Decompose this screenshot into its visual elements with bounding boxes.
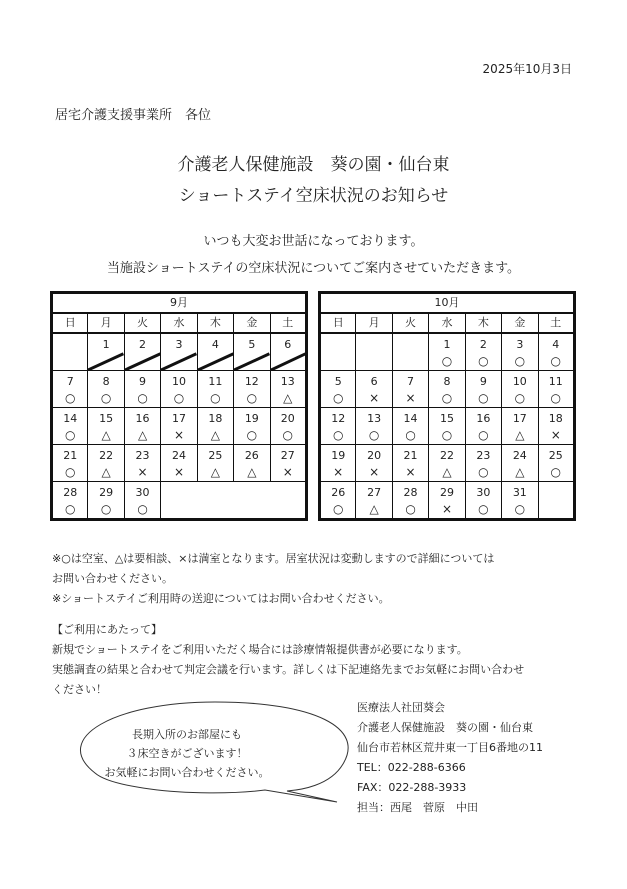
calendar-2 bbox=[318, 291, 576, 521]
weekday-header: 火 bbox=[124, 313, 160, 333]
availability-status: ○ bbox=[64, 428, 76, 442]
calendar-day bbox=[270, 445, 306, 482]
calendar-week bbox=[320, 408, 575, 445]
calendar-day bbox=[502, 371, 538, 408]
bubble-text bbox=[92, 725, 282, 782]
day-number: 8 bbox=[443, 375, 451, 388]
day-number: 9 bbox=[479, 375, 487, 388]
usage-heading: 【ご利用にあたって】 bbox=[52, 623, 162, 636]
availability-status: ○ bbox=[478, 502, 489, 516]
calendar-day bbox=[124, 408, 160, 445]
contact-staff: 担当：西尾 菅原 中田 bbox=[357, 801, 478, 814]
day-number: 2 bbox=[139, 338, 147, 351]
day-number: 3 bbox=[175, 338, 183, 351]
day-number: 7 bbox=[66, 375, 74, 388]
day-number: 30 bbox=[476, 486, 491, 499]
legend-line: お問い合わせください。 bbox=[52, 572, 173, 585]
day-number: 7 bbox=[407, 375, 415, 388]
calendar-empty bbox=[161, 482, 307, 520]
day-number: 11 bbox=[548, 375, 563, 388]
availability-status: △ bbox=[101, 428, 111, 442]
calendar-week bbox=[320, 482, 575, 520]
calendar-day bbox=[465, 408, 501, 445]
calendar-week bbox=[320, 445, 575, 482]
availability-status: ○ bbox=[405, 502, 416, 516]
availability-status: ○ bbox=[332, 502, 344, 516]
calendar-day bbox=[234, 445, 270, 482]
calendar-day bbox=[465, 482, 501, 520]
usage-line: ください！ bbox=[52, 683, 107, 696]
usage-line: 実態調査の結果と合わせて判定会議を行います。詳しくは下記連絡先までお気軽にお問い合わせ bbox=[52, 663, 525, 676]
day-number: 20 bbox=[280, 412, 295, 425]
calendar-day bbox=[234, 371, 270, 408]
availability-status: △ bbox=[515, 428, 525, 442]
calendar-day bbox=[161, 408, 197, 445]
calendar-day bbox=[502, 482, 538, 520]
day-number: 8 bbox=[102, 375, 110, 388]
calendar-day bbox=[502, 333, 538, 371]
day-number: 13 bbox=[367, 412, 382, 425]
document-date: 2025年10月3日 bbox=[482, 62, 572, 76]
day-number: 10 bbox=[171, 375, 186, 388]
calendar-day bbox=[392, 371, 428, 408]
day-number: 17 bbox=[512, 412, 527, 425]
day-number: 14 bbox=[63, 412, 78, 425]
availability-status: ○ bbox=[246, 391, 258, 405]
calendar-day bbox=[502, 445, 538, 482]
availability-status: ○ bbox=[478, 428, 489, 442]
calendar-day bbox=[88, 333, 124, 371]
availability-status: ○ bbox=[332, 391, 344, 405]
calendar-day bbox=[392, 408, 428, 445]
weekday-header: 火 bbox=[392, 313, 428, 333]
calendar-day bbox=[197, 445, 233, 482]
day-number: 27 bbox=[367, 486, 382, 499]
availability-status: ○ bbox=[173, 391, 185, 405]
day-number: 23 bbox=[135, 449, 150, 462]
day-number: 2 bbox=[479, 338, 487, 351]
availability-status: ○ bbox=[210, 391, 221, 405]
calendar-day bbox=[270, 333, 306, 371]
calendar-day bbox=[161, 445, 197, 482]
calendar-day bbox=[124, 333, 160, 371]
calendar-day bbox=[429, 371, 465, 408]
availability-status: × bbox=[173, 428, 184, 442]
availability-status: ○ bbox=[64, 465, 76, 479]
availability-status: ○ bbox=[514, 391, 526, 405]
day-number: 24 bbox=[512, 449, 527, 462]
availability-status: ○ bbox=[550, 391, 561, 405]
availability-status: △ bbox=[247, 465, 257, 479]
availability-status: × bbox=[550, 428, 561, 442]
availability-status: △ bbox=[210, 428, 221, 442]
day-number: 19 bbox=[331, 449, 346, 462]
contact-block bbox=[357, 698, 543, 818]
day-number: 16 bbox=[135, 412, 150, 425]
calendar-day bbox=[465, 371, 501, 408]
calendar-day bbox=[270, 408, 306, 445]
availability-status: × bbox=[137, 465, 148, 479]
calendar-day bbox=[161, 333, 197, 371]
day-number: 1 bbox=[102, 338, 110, 351]
calendar-day bbox=[538, 333, 574, 371]
day-number: 12 bbox=[331, 412, 346, 425]
availability-status: ○ bbox=[246, 428, 258, 442]
calendar-empty bbox=[392, 333, 428, 371]
day-number: 5 bbox=[248, 338, 256, 351]
calendar-day bbox=[429, 408, 465, 445]
day-number: 25 bbox=[548, 449, 563, 462]
day-number: 20 bbox=[367, 449, 382, 462]
weekday-header: 水 bbox=[161, 313, 197, 333]
day-number: 19 bbox=[244, 412, 259, 425]
availability-status: ○ bbox=[64, 391, 76, 405]
day-number: 4 bbox=[552, 338, 560, 351]
day-number: 29 bbox=[439, 486, 454, 499]
calendar-week bbox=[320, 333, 575, 371]
calendar-day bbox=[356, 371, 392, 408]
calendar-day bbox=[234, 333, 270, 371]
bubble-line: 長期入所のお部屋にも bbox=[132, 728, 242, 741]
availability-status: ○ bbox=[478, 465, 489, 479]
day-number: 5 bbox=[334, 375, 342, 388]
day-number: 4 bbox=[211, 338, 219, 351]
calendar-day bbox=[465, 333, 501, 371]
day-number: 17 bbox=[171, 412, 186, 425]
availability-status: × bbox=[369, 465, 380, 479]
title-subject: ショートステイ空床状況のお知らせ bbox=[178, 186, 449, 206]
calendar-day bbox=[429, 482, 465, 520]
availability-status: ○ bbox=[282, 428, 293, 442]
availability-status: △ bbox=[442, 465, 452, 479]
availability-status: ○ bbox=[100, 502, 112, 516]
availability-status: △ bbox=[210, 465, 221, 479]
weekday-header: 木 bbox=[197, 313, 233, 333]
day-number: 27 bbox=[280, 449, 295, 462]
availability-status: ○ bbox=[368, 428, 380, 442]
calendar-day bbox=[538, 445, 574, 482]
weekday-header: 日 bbox=[52, 313, 88, 333]
calendar-empty bbox=[538, 482, 574, 520]
legend-note bbox=[52, 549, 494, 609]
contact-fax: FAX：022-288-3933 bbox=[357, 781, 467, 794]
weekday-header: 金 bbox=[234, 313, 270, 333]
day-number: 21 bbox=[63, 449, 78, 462]
day-number: 21 bbox=[403, 449, 418, 462]
closed-slash-icon bbox=[198, 334, 233, 370]
day-number: 12 bbox=[244, 375, 259, 388]
calendar-day bbox=[88, 445, 124, 482]
day-number: 14 bbox=[403, 412, 418, 425]
availability-status: ○ bbox=[478, 354, 489, 368]
day-number: 3 bbox=[516, 338, 524, 351]
calendar-day bbox=[124, 482, 160, 520]
availability-status: ○ bbox=[64, 502, 76, 516]
availability-status: × bbox=[173, 465, 184, 479]
weekday-header: 日 bbox=[320, 313, 356, 333]
calendar-week bbox=[52, 333, 307, 371]
day-number: 15 bbox=[439, 412, 454, 425]
day-number: 26 bbox=[244, 449, 259, 462]
day-number: 13 bbox=[280, 375, 295, 388]
day-number: 15 bbox=[99, 412, 114, 425]
day-number: 18 bbox=[548, 412, 563, 425]
closed-slash-icon bbox=[161, 334, 196, 370]
day-number: 10 bbox=[512, 375, 527, 388]
day-number: 9 bbox=[139, 375, 147, 388]
calendar-day bbox=[320, 408, 356, 445]
bubble-line: ３床空きがございます！ bbox=[126, 747, 248, 760]
availability-status: × bbox=[369, 391, 380, 405]
availability-status: ○ bbox=[478, 391, 489, 405]
availability-status: × bbox=[282, 465, 293, 479]
bubble-line: お気軽にお問い合わせください。 bbox=[104, 766, 270, 779]
availability-status: × bbox=[333, 465, 344, 479]
calendar-day bbox=[161, 371, 197, 408]
legend-line: ※ショートステイご利用時の送迎についてはお問い合わせください。 bbox=[52, 592, 390, 605]
availability-status: × bbox=[441, 502, 452, 516]
contact-facility: 介護老人保健施設 葵の園・仙台東 bbox=[357, 721, 533, 734]
calendar-day bbox=[429, 445, 465, 482]
calendar-day bbox=[465, 445, 501, 482]
title-facility: 介護老人保健施設 葵の園・仙台東 bbox=[177, 155, 450, 175]
calendar-day bbox=[538, 408, 574, 445]
calendar-day bbox=[356, 482, 392, 520]
weekday-header: 金 bbox=[502, 313, 538, 333]
weekday-header: 月 bbox=[356, 313, 392, 333]
availability-status: △ bbox=[369, 502, 379, 516]
availability-status: ○ bbox=[514, 502, 526, 516]
calendar-day bbox=[538, 371, 574, 408]
calendar-day bbox=[392, 482, 428, 520]
availability-status: ○ bbox=[550, 465, 561, 479]
calendar-week bbox=[320, 371, 575, 408]
calendar-day bbox=[88, 371, 124, 408]
availability-status: ○ bbox=[405, 428, 416, 442]
calendar-day bbox=[320, 482, 356, 520]
calendar-month-title: 9月 bbox=[52, 293, 307, 314]
day-number: 16 bbox=[476, 412, 491, 425]
calendar-day bbox=[356, 408, 392, 445]
usage-section bbox=[52, 620, 524, 700]
usage-line: 新規でショートステイをご利用いただく場合には診療情報提供書が必要になります。 bbox=[52, 643, 468, 656]
availability-status: ○ bbox=[441, 354, 453, 368]
day-number: 28 bbox=[63, 486, 78, 499]
day-number: 11 bbox=[208, 375, 223, 388]
availability-status: ○ bbox=[137, 502, 148, 516]
weekday-header: 土 bbox=[270, 313, 306, 333]
availability-status: ○ bbox=[332, 428, 344, 442]
calendar-day bbox=[52, 445, 88, 482]
availability-status: ○ bbox=[100, 391, 112, 405]
calendar-day bbox=[197, 408, 233, 445]
day-number: 6 bbox=[370, 375, 378, 388]
calendar-week bbox=[52, 371, 307, 408]
calendar-day bbox=[124, 371, 160, 408]
contact-tel: TEL：022-288-6366 bbox=[357, 761, 466, 774]
availability-status: × bbox=[405, 465, 416, 479]
calendar-empty bbox=[52, 333, 88, 371]
greeting-line-1: いつも大変お世話になっております。 bbox=[203, 234, 424, 249]
calendar-day bbox=[270, 371, 306, 408]
day-number: 18 bbox=[208, 412, 223, 425]
day-number: 24 bbox=[171, 449, 186, 462]
day-number: 26 bbox=[331, 486, 346, 499]
calendar-day bbox=[88, 482, 124, 520]
calendar-week bbox=[52, 408, 307, 445]
closed-slash-icon bbox=[234, 334, 269, 370]
calendar-day bbox=[429, 333, 465, 371]
availability-status: ○ bbox=[137, 391, 148, 405]
recipient: 居宅介護支援事業所 各位 bbox=[55, 108, 212, 123]
calendar-day bbox=[197, 371, 233, 408]
calendar-1 bbox=[50, 291, 308, 521]
calendar-empty bbox=[320, 333, 356, 371]
contact-address: 仙台市若林区荒井東一丁目6番地の11 bbox=[357, 741, 543, 754]
calendar-week bbox=[52, 445, 307, 482]
calendar-day bbox=[502, 408, 538, 445]
day-number: 6 bbox=[284, 338, 292, 351]
availability-status: ○ bbox=[514, 354, 526, 368]
availability-status: △ bbox=[283, 391, 293, 405]
calendar-day bbox=[124, 445, 160, 482]
availability-status: △ bbox=[101, 465, 111, 479]
calendar-day bbox=[392, 445, 428, 482]
day-number: 31 bbox=[512, 486, 527, 499]
weekday-header: 土 bbox=[538, 313, 574, 333]
availability-status: △ bbox=[137, 428, 148, 442]
calendar-day bbox=[52, 482, 88, 520]
contact-org: 医療法人社団葵会 bbox=[357, 701, 445, 714]
calendar-month-title: 10月 bbox=[320, 293, 575, 314]
closed-slash-icon bbox=[125, 334, 160, 370]
calendar-week bbox=[52, 482, 307, 520]
day-number: 23 bbox=[476, 449, 491, 462]
weekday-header: 木 bbox=[465, 313, 501, 333]
day-number: 22 bbox=[99, 449, 114, 462]
weekday-header: 水 bbox=[429, 313, 465, 333]
day-number: 22 bbox=[439, 449, 454, 462]
legend-line: ※○は空室、△は要相談、×は満室となります。居室状況は変動しますので詳細については bbox=[52, 552, 495, 565]
closed-slash-icon bbox=[88, 334, 123, 370]
day-number: 28 bbox=[403, 486, 418, 499]
calendar-day bbox=[356, 445, 392, 482]
day-number: 1 bbox=[443, 338, 451, 351]
calendar-day bbox=[234, 408, 270, 445]
availability-status: ○ bbox=[441, 391, 453, 405]
calendar-day bbox=[320, 445, 356, 482]
day-number: 30 bbox=[135, 486, 150, 499]
calendar-day bbox=[197, 333, 233, 371]
day-number: 29 bbox=[99, 486, 114, 499]
calendar-empty bbox=[356, 333, 392, 371]
calendar-day bbox=[52, 408, 88, 445]
calendar-day bbox=[320, 371, 356, 408]
availability-status: ○ bbox=[550, 354, 561, 368]
availability-status: △ bbox=[515, 465, 525, 479]
day-number: 25 bbox=[208, 449, 223, 462]
closed-slash-icon bbox=[271, 334, 305, 370]
calendar-day bbox=[88, 408, 124, 445]
calendar-day bbox=[52, 371, 88, 408]
availability-status: ○ bbox=[441, 428, 453, 442]
greeting-line-2: 当施設ショートステイの空床状況についてご案内させていただきます。 bbox=[106, 261, 521, 276]
weekday-header: 月 bbox=[88, 313, 124, 333]
availability-status: × bbox=[405, 391, 416, 405]
